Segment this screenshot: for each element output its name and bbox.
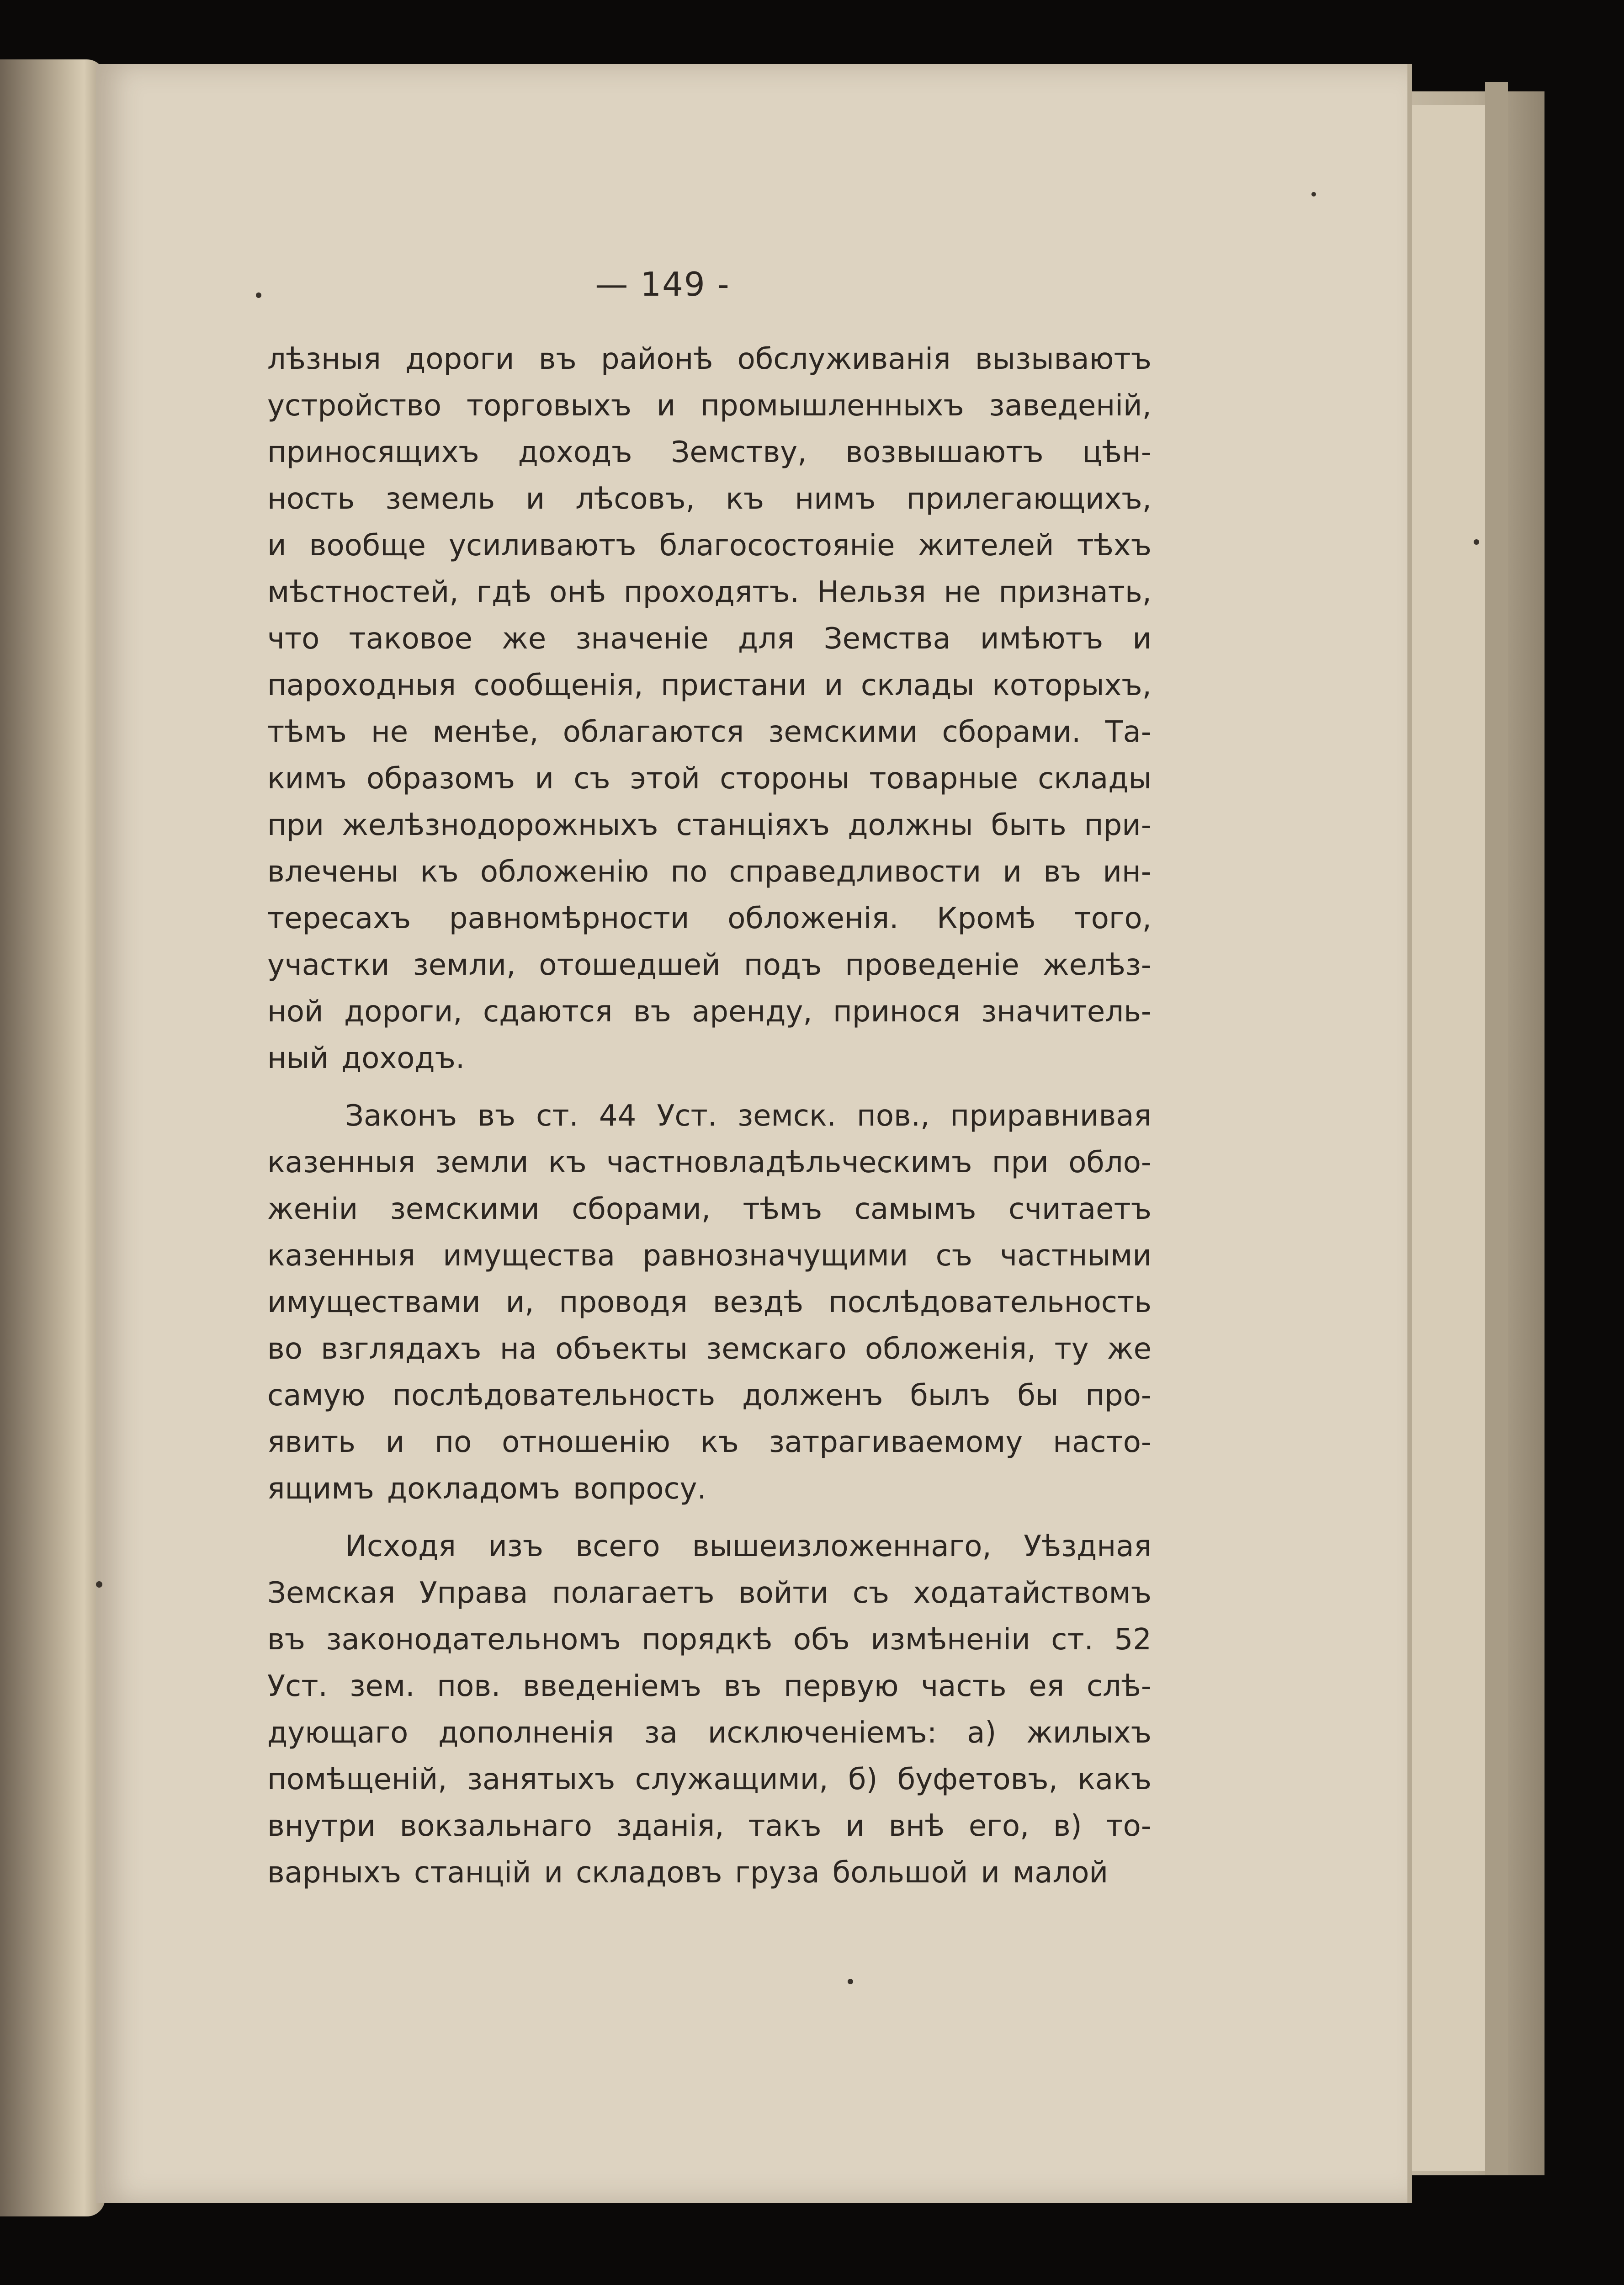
word: не [371, 715, 409, 749]
text-line [267, 476, 1152, 522]
text-line [267, 1523, 1152, 1570]
word: докладомъ [387, 1472, 560, 1506]
word: Управа [419, 1576, 528, 1610]
word: къ [548, 1146, 587, 1180]
word: дополненія [438, 1716, 614, 1750]
word: казенныя [267, 1146, 415, 1180]
word: земли [435, 1146, 529, 1180]
word: съ [852, 1576, 890, 1610]
word: усиливаютъ [449, 529, 637, 563]
word: станцій [414, 1856, 531, 1890]
text-line [267, 336, 1152, 383]
word: ст. [536, 1099, 578, 1133]
word: дороги [405, 342, 515, 376]
word: большой [832, 1856, 968, 1890]
word: варныхъ [267, 1856, 402, 1890]
word: и [267, 529, 287, 563]
word: мѣстностей, [267, 575, 459, 609]
word: обложенію [480, 855, 649, 889]
word: приносящихъ [267, 436, 479, 469]
word: таковое [349, 622, 472, 656]
word: тересахъ [267, 902, 411, 935]
word: жилыхъ [1026, 1716, 1152, 1750]
word: равномѣрности [449, 902, 690, 935]
word: менѣе, [432, 715, 539, 749]
word: въ [633, 995, 671, 1029]
word: отношенію [502, 1425, 671, 1459]
word: прилегающихъ, [906, 482, 1152, 516]
word: желѣз- [1042, 948, 1152, 982]
word: земель [385, 482, 495, 516]
word: справедливости [729, 855, 982, 889]
word: какъ [1077, 1763, 1152, 1796]
text-line [267, 1570, 1152, 1616]
word: того, [1074, 902, 1152, 935]
word: войти [738, 1576, 829, 1610]
body-text [267, 336, 1152, 1896]
word: должны [848, 808, 973, 842]
word: пов. [437, 1669, 501, 1703]
word: признать, [998, 575, 1152, 609]
word: имуществами [267, 1286, 481, 1319]
word: внѣ [888, 1809, 945, 1843]
word: имѣютъ [980, 622, 1104, 656]
word: ность [267, 482, 355, 516]
word: Земская [267, 1576, 396, 1610]
word: в) [1053, 1809, 1082, 1843]
word: взглядахъ [321, 1332, 482, 1366]
word: отошедшей [539, 948, 721, 982]
paragraph-gap [267, 1082, 1152, 1093]
paragraph-gap [267, 1512, 1152, 1523]
word: введеніемъ [523, 1669, 701, 1703]
word: равнозначущими [642, 1239, 908, 1273]
word: Законъ [345, 1099, 457, 1133]
word: желѣзнодорожныхъ [342, 808, 658, 842]
word: вообще [309, 529, 426, 563]
text-line [267, 1233, 1152, 1279]
cover-edge [1485, 82, 1508, 2175]
word: жителей [918, 529, 1054, 563]
word: къ [420, 855, 459, 889]
text-line [267, 1093, 1152, 1139]
word: такъ [748, 1809, 822, 1843]
word: образомъ [366, 762, 515, 796]
word: ея [1029, 1669, 1065, 1703]
text-line [267, 662, 1152, 709]
word: самымъ [854, 1192, 977, 1226]
word: и [1132, 622, 1152, 656]
word: не [944, 575, 981, 609]
word: первую [784, 1669, 899, 1703]
word: ст. [1051, 1623, 1094, 1657]
word: вызываютъ [975, 342, 1152, 376]
word: послѣдовательность [828, 1286, 1152, 1319]
text-line [267, 755, 1152, 802]
text-line [267, 1616, 1152, 1663]
word: вездѣ [712, 1286, 804, 1319]
ink-speck [848, 1979, 853, 1984]
word: склады [860, 669, 975, 702]
text-line [267, 383, 1152, 429]
page-stack-edge [1398, 105, 1492, 2171]
word: явить [267, 1425, 356, 1459]
word: его, [968, 1809, 1030, 1843]
word: проходятъ. [623, 575, 800, 609]
word: малой [1012, 1856, 1109, 1890]
word: зем. [350, 1669, 415, 1703]
word: значеніе [575, 622, 709, 656]
word: сборами. [942, 715, 1081, 749]
word: объекты [555, 1332, 688, 1366]
word: Уст. [267, 1669, 328, 1703]
word: устройство [267, 389, 442, 423]
word: помѣщеній, [267, 1763, 447, 1796]
text-line [267, 988, 1152, 1035]
word: ту [1054, 1332, 1089, 1366]
word: сдаются [483, 995, 613, 1029]
word: и [535, 762, 554, 796]
word: по [670, 855, 708, 889]
word: проведеніе [845, 948, 1019, 982]
word: товарные [869, 762, 1018, 796]
word: при [992, 1146, 1049, 1180]
word: и [845, 1809, 865, 1843]
word: долженъ [742, 1379, 883, 1413]
word: при [267, 808, 324, 842]
text-line [267, 569, 1152, 616]
text-line [267, 616, 1152, 662]
word: въ [538, 342, 577, 376]
word: тѣмъ [267, 715, 347, 749]
word: сборами, [572, 1192, 711, 1226]
word: ной [267, 995, 324, 1029]
word: сообщенія, [473, 669, 643, 702]
word: подъ [743, 948, 822, 982]
word: полагаетъ [552, 1576, 715, 1610]
word: станціяхъ [676, 808, 830, 842]
word: Земству, [671, 436, 807, 469]
word: Кромѣ [937, 902, 1036, 935]
word: возвышаютъ [845, 436, 1044, 469]
word: казенныя [267, 1239, 415, 1273]
word: приравнивая [950, 1099, 1152, 1133]
word: стороны [720, 762, 850, 796]
text-line [267, 942, 1152, 988]
word: торговыхъ [466, 389, 632, 423]
word: кимъ [267, 762, 347, 796]
word: во [267, 1332, 303, 1366]
word: насто- [1053, 1425, 1152, 1459]
word: то- [1106, 1809, 1152, 1843]
word: земли, [413, 948, 516, 982]
word: лѣзныя [267, 342, 381, 376]
word: затрагиваемому [769, 1425, 1023, 1459]
word: лѣсовъ, [575, 482, 695, 516]
word: имущества [443, 1239, 616, 1273]
word: законодательномъ [326, 1623, 621, 1657]
word: ный [267, 1042, 329, 1075]
word: быть [991, 808, 1067, 842]
word: обслуживанія [737, 342, 951, 376]
word: ходатайствомъ [913, 1576, 1152, 1610]
word: былъ [910, 1379, 991, 1413]
word: влечены [267, 855, 399, 889]
word: служащими, [635, 1763, 828, 1796]
word: частными [1000, 1239, 1152, 1273]
word: доходъ. [341, 1042, 465, 1075]
word: пароходныя [267, 669, 456, 702]
text-line [267, 1466, 1152, 1512]
word: дующаго [267, 1716, 409, 1750]
word: частновладѣльческимъ [606, 1146, 972, 1180]
word: въ [267, 1623, 305, 1657]
word: груза [735, 1856, 820, 1890]
text-line [267, 895, 1152, 942]
text-line [267, 1419, 1152, 1466]
text-line [267, 849, 1152, 895]
word: обло- [1068, 1146, 1152, 1180]
word: облагаются [563, 715, 744, 749]
text-line [267, 802, 1152, 849]
word: Уст. [657, 1099, 717, 1133]
word: и [981, 1856, 1000, 1890]
word: и [1003, 855, 1022, 889]
word: пов., [857, 1099, 930, 1133]
word: съ [573, 762, 610, 796]
word: районѣ [600, 342, 713, 376]
word: и [525, 482, 545, 516]
word: самую [267, 1379, 366, 1413]
word: для [738, 622, 795, 656]
word: складовъ [576, 1856, 722, 1890]
text-line [267, 1139, 1152, 1186]
word: аренду, [692, 995, 812, 1029]
word: земскаго [706, 1332, 847, 1366]
word: измѣненіи [870, 1623, 1030, 1657]
word: этой [630, 762, 700, 796]
word: доходъ [518, 436, 632, 469]
word: и [824, 669, 844, 702]
word: что [267, 622, 320, 656]
word: женіи [267, 1192, 358, 1226]
ink-speck [1311, 192, 1316, 197]
text-line [267, 1849, 1152, 1896]
ink-speck [96, 1581, 102, 1588]
word: на [499, 1332, 537, 1366]
word: 52 [1114, 1623, 1152, 1657]
word: всего [575, 1530, 660, 1563]
word: Исходя [345, 1530, 456, 1563]
word: земск. [738, 1099, 836, 1133]
word: обложенія, [865, 1332, 1036, 1366]
text-line [267, 429, 1152, 476]
word: къ [700, 1425, 739, 1459]
word: цѣн- [1082, 436, 1152, 469]
word: ин- [1103, 855, 1152, 889]
word: же [502, 622, 547, 656]
word: бы [1017, 1379, 1059, 1413]
word: онѣ [549, 575, 606, 609]
word: съ [935, 1239, 973, 1273]
word: нимъ [795, 482, 876, 516]
word: изъ [488, 1530, 544, 1563]
word: ящимъ [267, 1472, 374, 1506]
word: по [435, 1425, 472, 1459]
text-line [267, 1803, 1152, 1849]
word: считаетъ [1008, 1192, 1152, 1226]
word: б) [848, 1763, 878, 1796]
ink-speck [256, 292, 261, 298]
word: въ [478, 1099, 516, 1133]
text-line [267, 1710, 1152, 1756]
word: склады [1038, 762, 1152, 796]
word: про- [1085, 1379, 1152, 1413]
text-line [267, 1035, 1152, 1082]
word: земскими [768, 715, 918, 749]
word: земскими [390, 1192, 540, 1226]
word: Нельзя [817, 575, 926, 609]
word: значитель- [981, 995, 1152, 1029]
word: часть [921, 1669, 1007, 1703]
word: вышеизложеннаго, [692, 1530, 992, 1563]
text-line [267, 1663, 1152, 1710]
word: тѣхъ [1077, 529, 1152, 563]
word: объ [793, 1623, 850, 1657]
word: при- [1084, 808, 1152, 842]
text-line [267, 1372, 1152, 1419]
word: 44 [599, 1099, 637, 1133]
word: за [644, 1716, 678, 1750]
text-line [267, 1326, 1152, 1372]
word: занятыхъ [467, 1763, 616, 1796]
word: и [385, 1425, 405, 1459]
word: заведеній, [989, 389, 1152, 423]
word: и, [505, 1286, 534, 1319]
word: же [1107, 1332, 1152, 1366]
word: благосостояніе [659, 529, 895, 563]
word: обложенія. [727, 902, 899, 935]
word: и [656, 389, 676, 423]
left-page-edge [0, 59, 105, 2216]
word: Та- [1105, 715, 1152, 749]
text-line [267, 1756, 1152, 1803]
word: и [544, 1856, 563, 1890]
word: внутри [267, 1809, 376, 1843]
text-line [267, 1279, 1152, 1326]
ink-speck [1474, 539, 1479, 545]
word: исключеніемъ: [707, 1716, 937, 1750]
word: Земства [823, 622, 951, 656]
word: къ [726, 482, 764, 516]
word: которыхъ, [992, 669, 1152, 702]
text-line [267, 1186, 1152, 1233]
word: слѣ- [1086, 1669, 1152, 1703]
word: промышленныхъ [701, 389, 964, 423]
word: пристани [661, 669, 807, 702]
word: въ [1043, 855, 1082, 889]
page-number: — 149 - [595, 265, 730, 303]
word: дороги, [344, 995, 462, 1029]
word: вопросу. [573, 1472, 706, 1506]
text-line [267, 709, 1152, 755]
word: тѣмъ [743, 1192, 823, 1226]
word: проводя [559, 1286, 688, 1319]
word: Уѣздная [1024, 1530, 1152, 1563]
text-line [267, 522, 1152, 569]
word: вокзальнаго [399, 1809, 592, 1843]
word: принося [833, 995, 961, 1029]
word: въ [723, 1669, 762, 1703]
word: буфетовъ, [897, 1763, 1058, 1796]
word: а) [967, 1716, 997, 1750]
word: гдѣ [476, 575, 532, 609]
word: зданія, [616, 1809, 724, 1843]
word: порядкѣ [642, 1623, 773, 1657]
word: послѣдовательность [392, 1379, 716, 1413]
word: участки [267, 948, 390, 982]
